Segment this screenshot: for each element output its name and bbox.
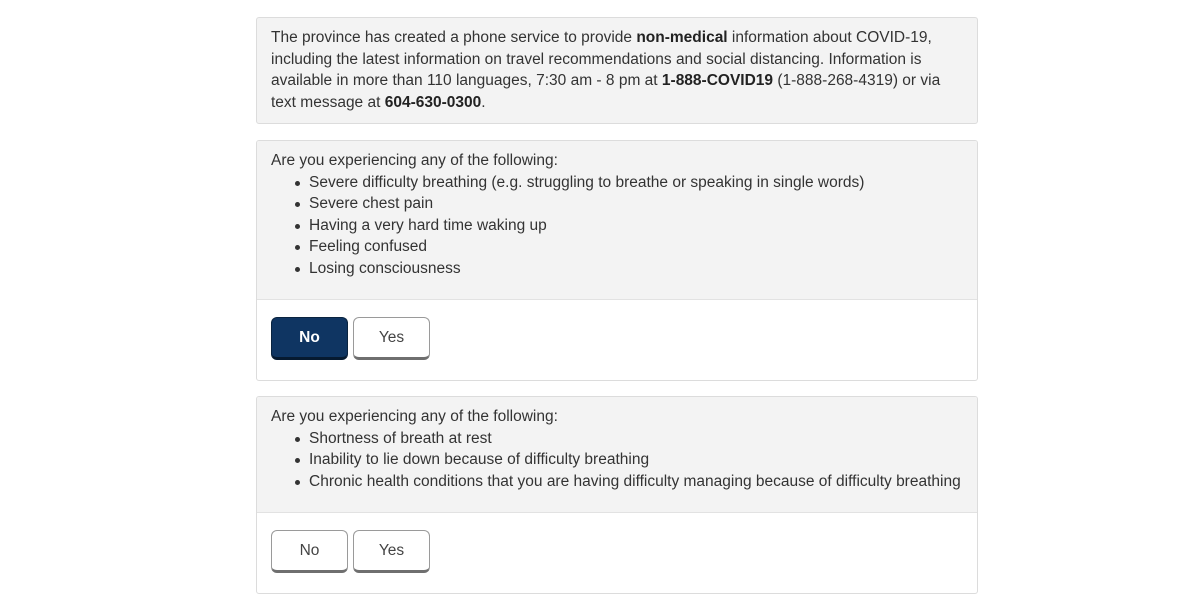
question-2-symptom-list bbox=[271, 428, 963, 493]
question-2-yes-button[interactable]: Yes bbox=[353, 530, 430, 573]
symptom-item: Severe difficulty breathing (e.g. struggling to breathe or speaking in single words) bbox=[309, 172, 963, 194]
question-2-no-button[interactable]: No bbox=[271, 530, 348, 573]
question-card-1 bbox=[256, 140, 978, 381]
question-1-prompt: Are you experiencing any of the following: bbox=[271, 152, 558, 169]
info-text-2: information about COVID-19, including the latest information on travel recommendations and social distancing. Information is available in more than 110 languages, 7:30 am - 8 pm at bbox=[271, 29, 932, 89]
question-card-2 bbox=[256, 396, 978, 594]
question-1-no-button[interactable]: No bbox=[271, 317, 348, 360]
info-bold-non-medical: non-medical bbox=[636, 29, 728, 46]
symptom-item: Severe chest pain bbox=[309, 193, 963, 215]
question-2-panel bbox=[257, 397, 977, 513]
symptom-item: Chronic health conditions that you are having difficulty managing because of difficulty breathing bbox=[309, 471, 963, 493]
question-2-prompt: Are you experiencing any of the following: bbox=[271, 408, 558, 425]
info-panel bbox=[256, 17, 978, 124]
question-1-yes-button[interactable]: Yes bbox=[353, 317, 430, 360]
info-phone-number: 1-888-COVID19 bbox=[661, 72, 774, 89]
info-text-1: The province has created a phone service to provide bbox=[271, 29, 637, 46]
question-1-panel bbox=[257, 141, 977, 300]
symptom-item: Having a very hard time waking up bbox=[309, 215, 963, 237]
symptom-item: Losing consciousness bbox=[309, 258, 963, 280]
info-text-3: (1-888-268-4319) or via text message at bbox=[271, 72, 941, 111]
question-1-symptom-list bbox=[271, 172, 963, 280]
symptom-item: Inability to lie down because of difficulty breathing bbox=[309, 449, 963, 471]
info-text-4: . bbox=[481, 93, 486, 111]
symptom-item: Feeling confused bbox=[309, 236, 963, 258]
symptom-item: Shortness of breath at rest bbox=[309, 428, 963, 450]
info-text-number: 604-630-0300 bbox=[384, 93, 482, 111]
